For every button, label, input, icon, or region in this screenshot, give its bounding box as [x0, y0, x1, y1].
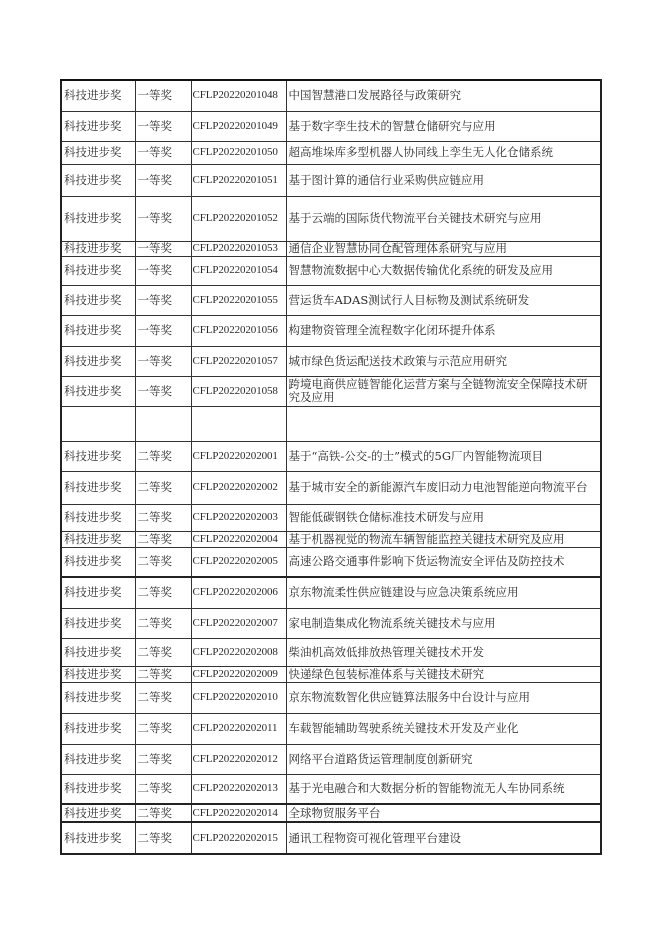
table-row [61, 285, 601, 315]
award-level-cell: 二等奖 [135, 608, 191, 638]
award-category-cell: 科技进步奖 [61, 141, 135, 164]
award-category-cell: 科技进步奖 [61, 315, 135, 346]
table-row [61, 682, 601, 713]
table-row [61, 713, 601, 744]
award-level-cell: 一等奖 [135, 111, 191, 141]
table-row [61, 441, 601, 471]
project-title-cell: 智能低碳钢铁仓储标准技术研发与应用 [286, 504, 601, 531]
award-category-cell: 科技进步奖 [61, 504, 135, 531]
award-level-cell: 一等奖 [135, 285, 191, 315]
project-title-cell: 全球物贸服务平台 [286, 804, 601, 822]
award-level-cell: 二等奖 [135, 804, 191, 822]
table-row [61, 111, 601, 141]
project-title-cell: 城市绿色货运配送技术政策与示范应用研究 [286, 346, 601, 376]
project-title-cell: 基于光电融合和大数据分析的智能物流无人车协同系统 [286, 774, 601, 804]
award-category-cell: 科技进步奖 [61, 241, 135, 256]
award-category-cell [61, 406, 135, 441]
project-code-cell: CFLP20220202002 [191, 471, 286, 504]
project-code-cell: CFLP20220201052 [191, 196, 286, 241]
project-code-cell: CFLP20220202014 [191, 804, 286, 822]
table-row [61, 376, 601, 406]
project-code-cell: CFLP20220202005 [191, 547, 286, 577]
project-title-cell: 车载智能辅助驾驶系统关键技术开发及产业化 [286, 713, 601, 744]
table-row [61, 744, 601, 774]
project-code-cell: CFLP20220201058 [191, 376, 286, 406]
project-title-cell: 网络平台道路货运管理制度创新研究 [286, 744, 601, 774]
project-code-cell: CFLP20220202006 [191, 577, 286, 608]
project-code-cell: CFLP20220201055 [191, 285, 286, 315]
project-title-cell: 跨境电商供应链智能化运营方案与全链物流安全保障技术研究及应用 [286, 376, 601, 406]
table-row [61, 804, 601, 822]
project-title-cell: 智慧物流数据中心大数据传输优化系统的研发及应用 [286, 256, 601, 285]
award-category-cell: 科技进步奖 [61, 80, 135, 111]
award-level-cell: 二等奖 [135, 666, 191, 682]
table-row [61, 164, 601, 196]
table-row [61, 608, 601, 638]
project-title-cell: 高速公路交通事件影响下货运物流安全评估及防控技术 [286, 547, 601, 577]
table-row [61, 315, 601, 346]
award-level-cell: 二等奖 [135, 531, 191, 547]
award-level-cell: 一等奖 [135, 346, 191, 376]
project-title-cell [286, 406, 601, 441]
award-level-cell: 一等奖 [135, 196, 191, 241]
project-code-cell: CFLP20220201048 [191, 80, 286, 111]
table-row [61, 241, 601, 256]
award-level-cell: 二等奖 [135, 774, 191, 804]
award-category-cell: 科技进步奖 [61, 577, 135, 608]
table-row [61, 256, 601, 285]
project-code-cell: CFLP20220202010 [191, 682, 286, 713]
project-code-cell: CFLP20220201050 [191, 141, 286, 164]
award-category-cell: 科技进步奖 [61, 256, 135, 285]
empty-separator-row [61, 406, 601, 441]
award-table-sheet [60, 79, 600, 855]
project-code-cell: CFLP20220201056 [191, 315, 286, 346]
project-code-cell: CFLP20220202004 [191, 531, 286, 547]
table-row [61, 547, 601, 577]
project-title-cell: 基于云端的国际货代物流平台关键技术研究与应用 [286, 196, 601, 241]
award-category-cell: 科技进步奖 [61, 471, 135, 504]
award-category-cell: 科技进步奖 [61, 346, 135, 376]
award-level-cell: 一等奖 [135, 80, 191, 111]
award-level-cell: 二等奖 [135, 577, 191, 608]
award-level-cell: 二等奖 [135, 547, 191, 577]
award-level-cell: 二等奖 [135, 441, 191, 471]
award-category-cell: 科技进步奖 [61, 285, 135, 315]
table-row [61, 774, 601, 804]
project-code-cell: CFLP20220201051 [191, 164, 286, 196]
award-category-cell: 科技进步奖 [61, 774, 135, 804]
project-title-cell: 京东物流数智化供应链算法服务中台设计与应用 [286, 682, 601, 713]
project-code-cell: CFLP20220201054 [191, 256, 286, 285]
project-title-cell: 营运货车ADAS测试行人目标物及测试系统研发 [286, 285, 601, 315]
award-level-cell: 二等奖 [135, 822, 191, 854]
award-level-cell: 二等奖 [135, 682, 191, 713]
award-category-cell: 科技进步奖 [61, 111, 135, 141]
award-level-cell: 二等奖 [135, 638, 191, 666]
project-code-cell: CFLP20220202012 [191, 744, 286, 774]
project-title-cell: 快递绿色包装标准体系与关键技术研究 [286, 666, 601, 682]
award-level-cell: 二等奖 [135, 744, 191, 774]
award-level-cell: 一等奖 [135, 315, 191, 346]
award-level-cell: 二等奖 [135, 713, 191, 744]
table-row [61, 577, 601, 608]
project-title-cell: 通讯工程物资可视化管理平台建设 [286, 822, 601, 854]
table-row [61, 638, 601, 666]
award-category-cell: 科技进步奖 [61, 164, 135, 196]
table-row [61, 80, 601, 111]
project-code-cell: CFLP20220202001 [191, 441, 286, 471]
award-table [60, 79, 602, 855]
project-title-cell: 构建物资管理全流程数字化闭环提升体系 [286, 315, 601, 346]
award-category-cell: 科技进步奖 [61, 547, 135, 577]
project-code-cell: CFLP20220201057 [191, 346, 286, 376]
award-category-cell: 科技进步奖 [61, 666, 135, 682]
project-title-cell: 超高堆垛库多型机器人协同线上孪生无人化仓储系统 [286, 141, 601, 164]
project-code-cell: CFLP20220202008 [191, 638, 286, 666]
project-title-cell: 基于图计算的通信行业采购供应链应用 [286, 164, 601, 196]
award-category-cell: 科技进步奖 [61, 713, 135, 744]
award-level-cell: 一等奖 [135, 164, 191, 196]
table-row [61, 504, 601, 531]
award-category-cell: 科技进步奖 [61, 682, 135, 713]
award-category-cell: 科技进步奖 [61, 744, 135, 774]
project-code-cell: CFLP20220202015 [191, 822, 286, 854]
project-code-cell: CFLP20220202003 [191, 504, 286, 531]
table-row [61, 471, 601, 504]
project-code-cell: CFLP20220201053 [191, 241, 286, 256]
award-level-cell: 一等奖 [135, 241, 191, 256]
project-code-cell: CFLP20220201049 [191, 111, 286, 141]
project-title-cell: 基于城市安全的新能源汽车废旧动力电池智能逆向物流平台 [286, 471, 601, 504]
award-category-cell: 科技进步奖 [61, 638, 135, 666]
project-code-cell: CFLP20220202009 [191, 666, 286, 682]
table-row [61, 666, 601, 682]
project-title-cell: 基于机器视觉的物流车辆智能监控关键技术研究及应用 [286, 531, 601, 547]
project-title-cell: 京东物流柔性供应链建设与应急决策系统应用 [286, 577, 601, 608]
table-row [61, 346, 601, 376]
award-category-cell: 科技进步奖 [61, 822, 135, 854]
award-category-cell: 科技进步奖 [61, 608, 135, 638]
project-code-cell: CFLP20220202011 [191, 713, 286, 744]
project-title-cell: 柴油机高效低排放热管理关键技术开发 [286, 638, 601, 666]
project-title-cell: 通信企业智慧协同仓配管理体系研究与应用 [286, 241, 601, 256]
award-category-cell: 科技进步奖 [61, 196, 135, 241]
project-title-cell: 基于“高铁-公交-的士”模式的5G厂内智能物流项目 [286, 441, 601, 471]
award-level-cell: 二等奖 [135, 471, 191, 504]
table-row [61, 196, 601, 241]
award-category-cell: 科技进步奖 [61, 804, 135, 822]
table-row [61, 531, 601, 547]
award-level-cell: 一等奖 [135, 141, 191, 164]
award-category-cell: 科技进步奖 [61, 376, 135, 406]
project-code-cell [191, 406, 286, 441]
project-code-cell: CFLP20220202013 [191, 774, 286, 804]
award-category-cell: 科技进步奖 [61, 531, 135, 547]
project-code-cell: CFLP20220202007 [191, 608, 286, 638]
award-level-cell: 一等奖 [135, 376, 191, 406]
award-level-cell: 一等奖 [135, 256, 191, 285]
project-title-cell: 中国智慧港口发展路径与政策研究 [286, 80, 601, 111]
project-title-cell: 基于数字孪生技术的智慧仓储研究与应用 [286, 111, 601, 141]
award-level-cell [135, 406, 191, 441]
table-row [61, 822, 601, 854]
table-row [61, 141, 601, 164]
project-title-cell: 家电制造集成化物流系统关键技术与应用 [286, 608, 601, 638]
award-level-cell: 二等奖 [135, 504, 191, 531]
award-category-cell: 科技进步奖 [61, 441, 135, 471]
